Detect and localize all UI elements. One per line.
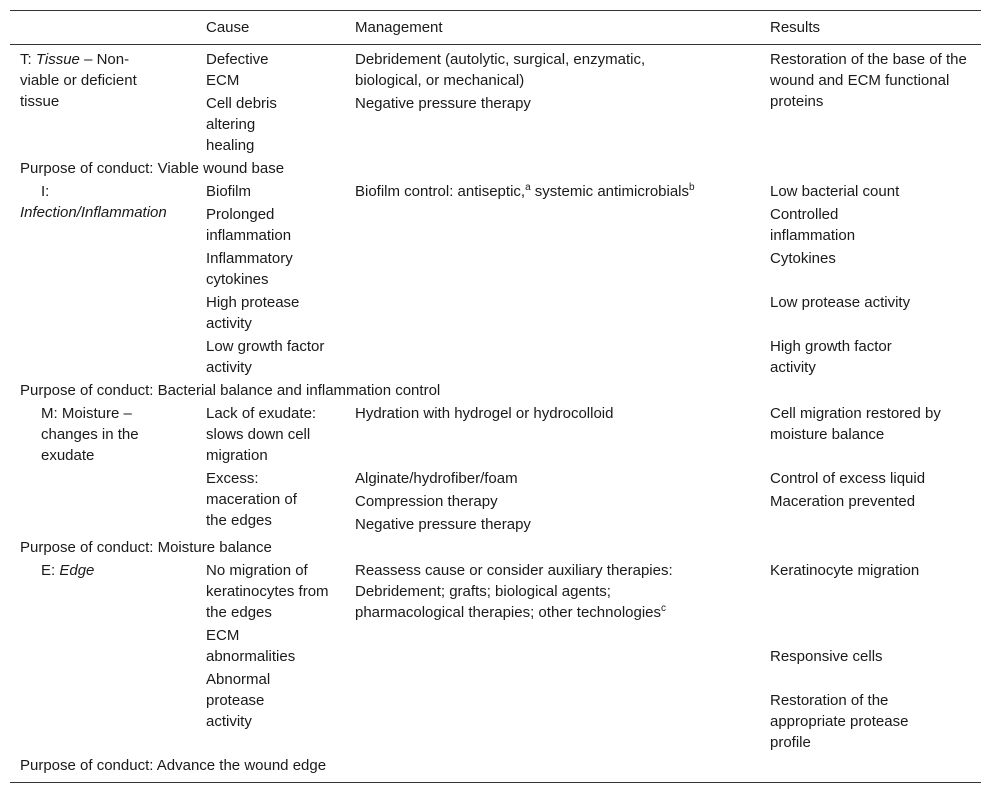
purpose-text: Purpose of conduct: Bacterial balance and inflammation control (20, 382, 441, 399)
management-cell: Reassess cause or consider auxiliary therapies: Debridement; grafts; biological agents; pharmacological therapies; other technologies$^c$ (355, 562, 673, 621)
header-row (10, 11, 981, 45)
header-empty (10, 11, 206, 45)
result-cell: High growth factor activity (770, 338, 892, 376)
cause-cell: Low growth factor activity (206, 338, 325, 376)
wound-management-table (10, 10, 981, 783)
row-label-tissue: T: Tissue – Non-viable or deficient tissue (20, 51, 137, 110)
header-management: Management (355, 11, 770, 45)
result-cell: Controlled inflammation (770, 206, 856, 244)
cause-cell: Prolonged inflammation (206, 206, 292, 244)
result-cell (770, 512, 981, 535)
result-cell: Restoration of the appropriate protease profile (770, 692, 909, 751)
row-label-edge: E: Edge (41, 562, 95, 579)
purpose-row (10, 753, 981, 783)
purpose-text: Purpose of conduct: Moisture balance (20, 539, 272, 556)
management-cell: Negative pressure therapy (355, 516, 531, 533)
cause-cell: Defective ECM (206, 51, 269, 89)
result-cell: Restoration of the base of the wound and ECM functional proteins (770, 51, 967, 110)
table-row (10, 45, 981, 92)
purpose-text: Purpose of conduct: Viable wound base (20, 160, 285, 177)
cause-cell: High protease activity (206, 294, 300, 332)
row-label-infection: I: Infection/Inflammation (20, 183, 167, 221)
result-cell: Cell migration restored by moisture balance (770, 405, 941, 443)
cause-cell: Abnormal protease activity (206, 671, 271, 730)
purpose-row (10, 378, 981, 401)
cause-cell: Excess: maceration of the edges (206, 470, 297, 529)
management-cell: Alginate/hydrofiber/foam Compression therapy (355, 470, 518, 510)
header-cause: Cause (206, 11, 355, 45)
result-cell: Keratinocyte migration (770, 562, 920, 579)
purpose-row (10, 535, 981, 558)
cause-cell: Cell debris altering healing (206, 95, 277, 154)
cause-cell: Inflammatory cytokines (206, 250, 293, 288)
management-cell: Debridement (autolytic, surgical, enzymatic, biological, or mechanical) (355, 51, 646, 89)
table-row (10, 558, 981, 623)
result-cell: Responsive cells (770, 648, 883, 665)
management-cell: Biofilm control: antiseptic,$^a$ systemic antimicrobials$^b$ (355, 182, 695, 200)
result-cell: Control of excess liquid Maceration prevented (770, 470, 926, 510)
purpose-row (10, 156, 981, 179)
purpose-text: Purpose of conduct: Advance the wound edge (10, 753, 981, 783)
result-cell: Low bacterial count (770, 183, 900, 200)
result-cell: Cytokines (770, 250, 836, 267)
table-row (10, 401, 981, 466)
management-cell: Hydration with hydrogel or hydrocolloid (355, 405, 614, 422)
table-row (10, 179, 981, 202)
management-cell: Negative pressure therapy (355, 95, 531, 112)
row-label-moisture: M: Moisture – changes in the exudate (41, 405, 139, 464)
cause-cell: No migration of keratinocytes from the edges (206, 562, 329, 621)
cause-cell: ECM abnormalities (206, 627, 296, 665)
cause-cell: Biofilm (206, 183, 252, 200)
header-results: Results (770, 11, 981, 45)
cause-cell: Lack of exudate: slows down cell migration (206, 405, 317, 464)
result-cell: Low protease activity (770, 294, 911, 311)
